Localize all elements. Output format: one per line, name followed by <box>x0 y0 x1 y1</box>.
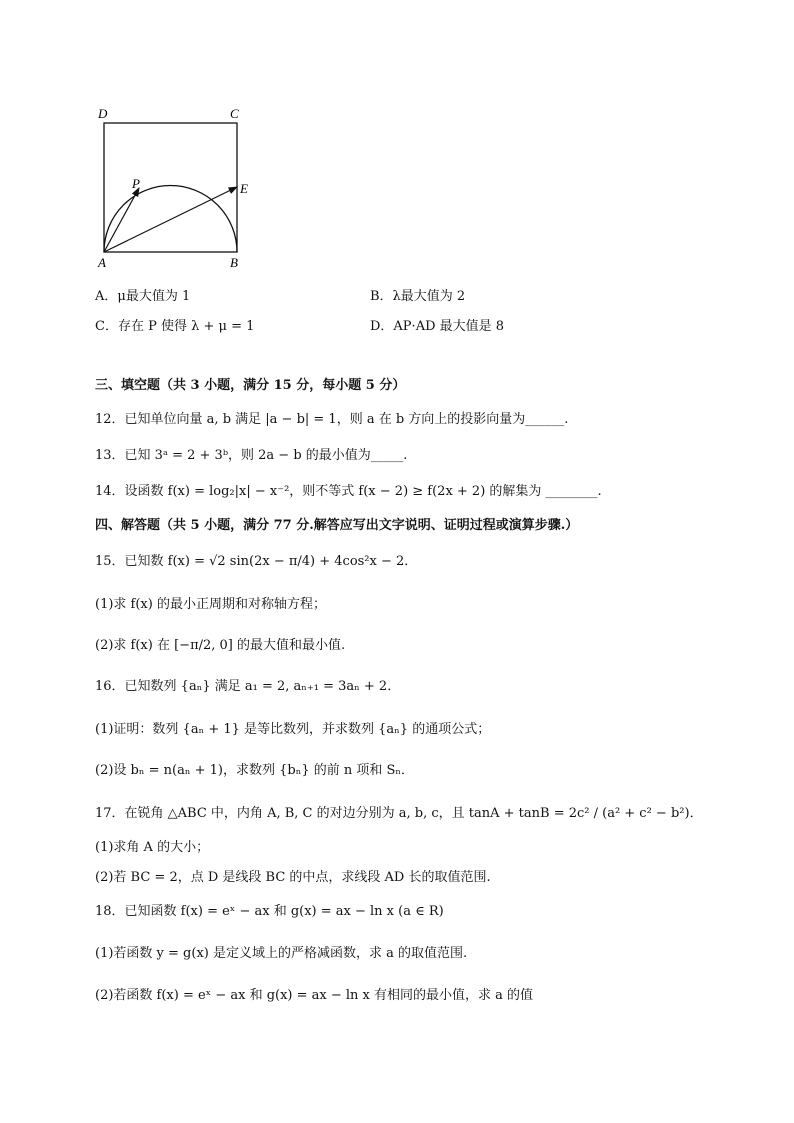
label-a: A <box>98 255 106 270</box>
vector-ae <box>104 187 237 252</box>
label-b: B <box>230 255 238 270</box>
option-b: B．λ最大值为 2 <box>370 289 466 304</box>
question-18-part-1: (1)若函数 y = g(x) 是定义域上的严格减函数，求 a 的取值范围. <box>95 946 468 961</box>
question-17-part-1: (1)求角 A 的大小； <box>95 840 210 855</box>
option-a: A．μ最大值为 1 <box>95 289 191 304</box>
option-c: C．存在 P 使得 λ + μ = 1 <box>95 319 255 334</box>
question-18: 18．已知函数 f(x) = eˣ − ax 和 g(x) = ax − ln x (a ∈ R) <box>95 904 444 919</box>
question-12: 12．已知单位向量 a, b 满足 |a − b| = 1，则 a 在 b 方向上的投影向量为______. <box>95 412 569 427</box>
question-15: 15．已知数 f(x) = √2 sin(2x − π/4) + 4cos²x − 2． <box>95 554 418 569</box>
square-abcd <box>104 123 237 252</box>
question-15-part-2: (2)求 f(x) 在 [−π/2, 0] 的最大值和最小值. <box>95 638 346 653</box>
geometry-figure <box>90 100 260 272</box>
section3-heading: 三、填空题（共 3 小题，满分 15 分，每小题 5 分） <box>95 378 406 393</box>
label-e: E <box>240 181 248 196</box>
question-17: 17．在锐角 △ABC 中，内角 A, B, C 的对边分别为 a, b, c，且 tanA + tanB = 2c² / (a² + c² − b²)． <box>95 806 703 821</box>
option-d: D．AP·AD 最大值是 8 <box>370 319 505 334</box>
question-14: 14．设函数 f(x) = log₂|x| − x⁻²，则不等式 f(x − 2) ≥ f(2x + 2) 的解集为 ________. <box>95 484 602 499</box>
label-p: P <box>132 176 140 191</box>
question-18-part-2: (2)若函数 f(x) = eˣ − ax 和 g(x) = ax − ln x 有相同的最小值，求 a 的值 <box>95 988 534 1003</box>
section4-heading: 四、解答题（共 5 小题，满分 77 分.解答应写出文字说明、证明过程或演算步骤.） <box>95 518 579 533</box>
question-16-part-1: (1)证明：数列 {aₙ + 1} 是等比数列，并求数列 {aₙ} 的通项公式； <box>95 722 491 737</box>
question-16: 16．已知数列 {aₙ} 满足 a₁ = 2, aₙ₊₁ = 3aₙ + 2． <box>95 679 401 694</box>
label-c: C <box>230 106 239 121</box>
question-17-part-2: (2)若 BC = 2，点 D 是线段 BC 的中点，求线段 AD 长的取值范围. <box>95 870 491 885</box>
question-13: 13．已知 3ᵃ = 2 + 3ᵇ，则 2a − b 的最小值为_____. <box>95 448 408 463</box>
vector-ap <box>104 188 139 252</box>
label-d: D <box>98 106 108 121</box>
question-16-part-2: (2)设 bₙ = n(aₙ + 1)，求数列 {bₙ} 的前 n 项和 Sₙ． <box>95 763 415 778</box>
question-15-part-1: (1)求 f(x) 的最小正周期和对称轴方程； <box>95 597 326 612</box>
